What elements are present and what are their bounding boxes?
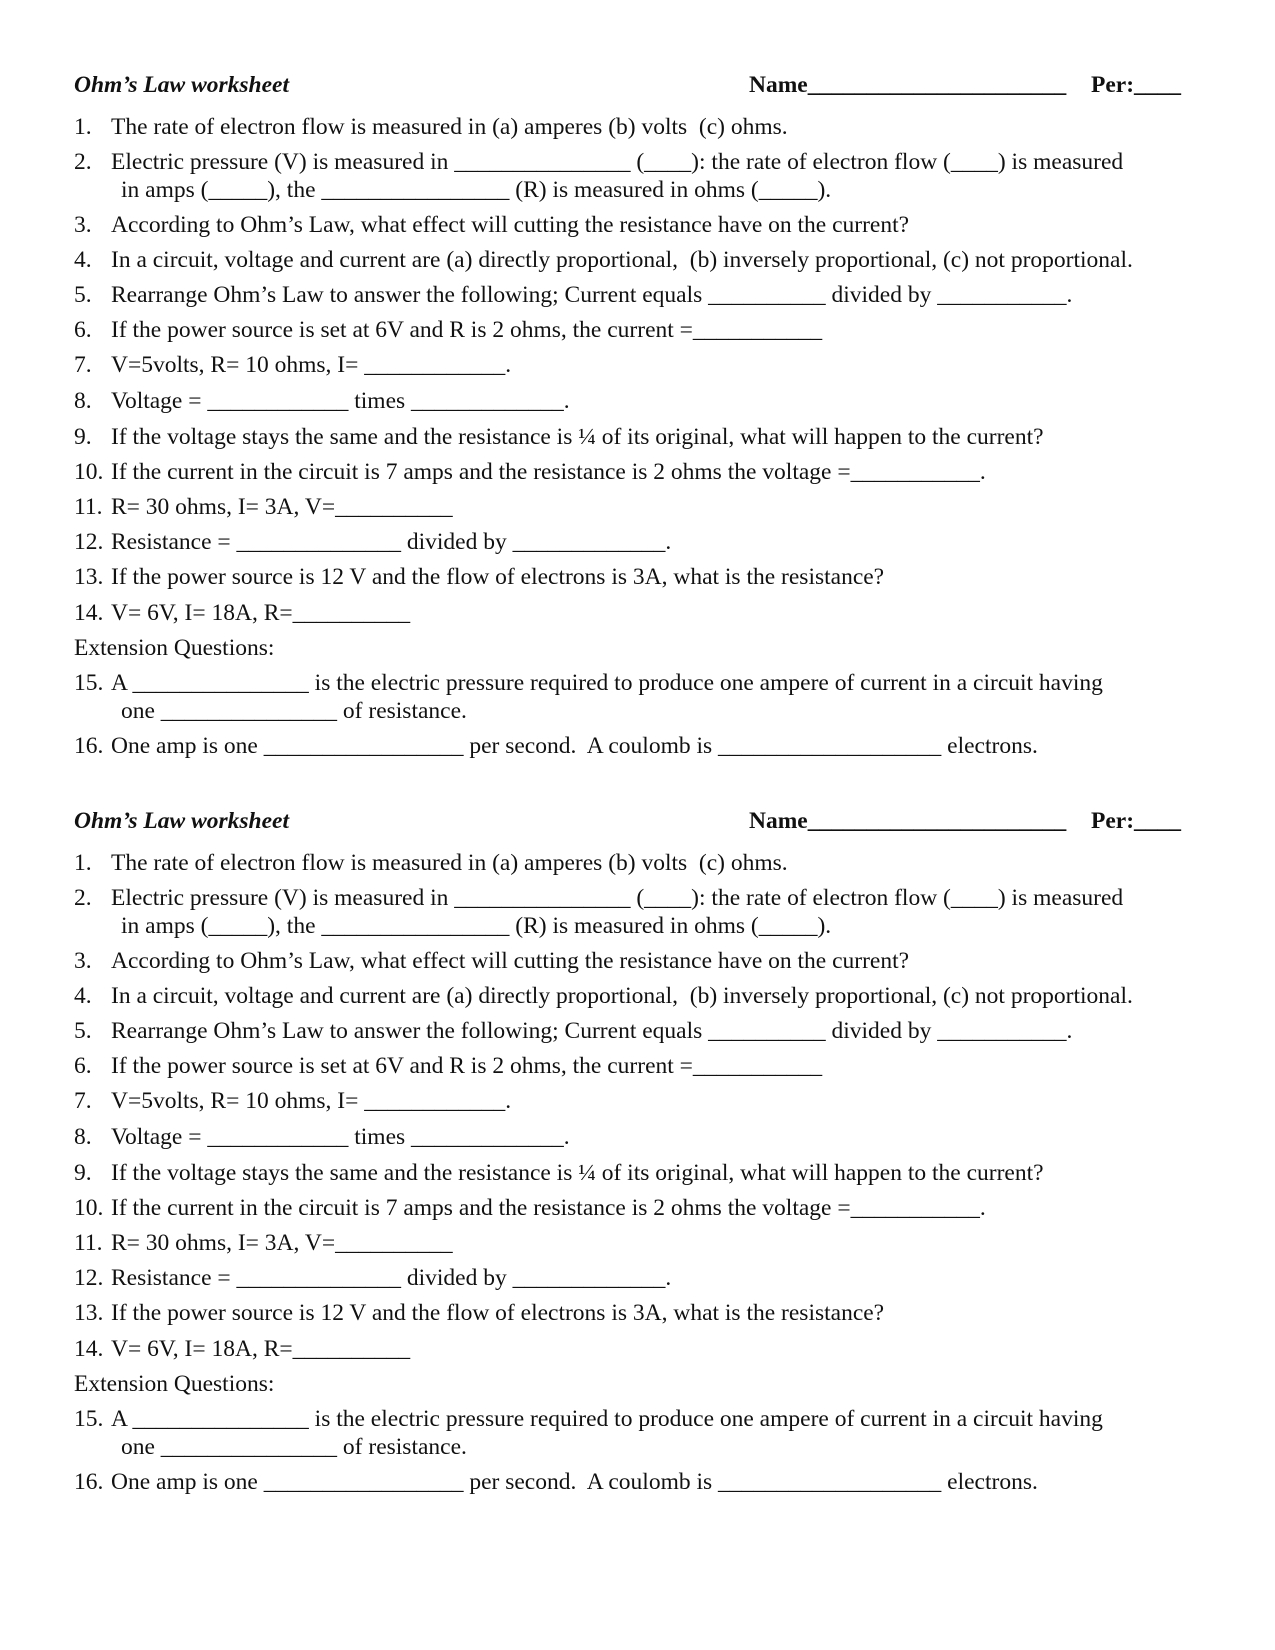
question-16: 16. One amp is one _________________ per second. A coulomb is ___________________ electrons. <box>74 733 1038 759</box>
question-16: 16. One amp is one _________________ per second. A coulomb is ___________________ electrons. <box>74 1469 1038 1495</box>
worksheet-header <box>74 72 1214 102</box>
question-11: 11. R= 30 ohms, I= 3A, V=__________ <box>74 494 453 520</box>
question-2: 2. Electric pressure (V) is measured in _______________ (____): the rate of electron flow (____) is measured <box>74 885 1124 911</box>
question-13: 13. If the power source is 12 V and the flow of electrons is 3A, what is the resistance? <box>74 564 885 590</box>
question-1: 1. The rate of electron flow is measured in (a) amperes (b) volts (c) ohms. <box>74 850 788 876</box>
name-field-label: Name______________________ <box>749 808 1067 834</box>
period-field-label: Per:____ <box>1091 808 1182 834</box>
worksheet-1 <box>74 72 1214 759</box>
question-7: 7. V=5volts, R= 10 ohms, I= ____________. <box>74 1088 512 1114</box>
worksheet-2 <box>74 808 1214 1495</box>
extension-heading: Extension Questions: <box>74 1371 275 1397</box>
question-12: 12. Resistance = ______________ divided by _____________. <box>74 1265 672 1291</box>
question-14: 14. V= 6V, I= 18A, R=__________ <box>74 1336 411 1362</box>
question-10: 10. If the current in the circuit is 7 amps and the resistance is 2 ohms the voltage =___________. <box>74 459 986 485</box>
question-13: 13. If the power source is 12 V and the flow of electrons is 3A, what is the resistance? <box>74 1300 885 1326</box>
question-4: 4. In a circuit, voltage and current are (a) directly proportional, (b) inversely proportional, (c) not proportional. <box>74 983 1133 1009</box>
question-15-continued: one _______________ of resistance. <box>121 1434 467 1460</box>
worksheet-title: Ohm’s Law worksheet <box>74 72 289 98</box>
worksheet-title: Ohm’s Law worksheet <box>74 808 289 834</box>
question-15-continued: one _______________ of resistance. <box>121 698 467 724</box>
period-field-label: Per:____ <box>1091 72 1182 98</box>
question-5: 5. Rearrange Ohm’s Law to answer the following; Current equals __________ divided by ___________. <box>74 1018 1073 1044</box>
question-14: 14. V= 6V, I= 18A, R=__________ <box>74 600 411 626</box>
question-3: 3. According to Ohm’s Law, what effect will cutting the resistance have on the current? <box>74 212 910 238</box>
question-8: 8. Voltage = ____________ times _____________. <box>74 388 570 414</box>
question-5: 5. Rearrange Ohm’s Law to answer the following; Current equals __________ divided by ___________. <box>74 282 1073 308</box>
question-4: 4. In a circuit, voltage and current are (a) directly proportional, (b) inversely proportional, (c) not proportional. <box>74 247 1133 273</box>
question-6: 6. If the power source is set at 6V and R is 2 ohms, the current =___________ <box>74 317 823 343</box>
question-6: 6. If the power source is set at 6V and R is 2 ohms, the current =___________ <box>74 1053 823 1079</box>
question-1: 1. The rate of electron flow is measured in (a) amperes (b) volts (c) ohms. <box>74 114 788 140</box>
question-15: 15. A _______________ is the electric pressure required to produce one ampere of current in a circuit having <box>74 1406 1103 1432</box>
worksheet-header <box>74 808 1214 838</box>
question-8: 8. Voltage = ____________ times _____________. <box>74 1124 570 1150</box>
question-2: 2. Electric pressure (V) is measured in _______________ (____): the rate of electron flow (____) is measured <box>74 149 1124 175</box>
extension-heading: Extension Questions: <box>74 635 275 661</box>
question-2-continued: in amps (_____), the ________________ (R) is measured in ohms (_____). <box>121 913 832 939</box>
question-15: 15. A _______________ is the electric pressure required to produce one ampere of current in a circuit having <box>74 670 1103 696</box>
question-7: 7. V=5volts, R= 10 ohms, I= ____________. <box>74 352 512 378</box>
question-2-continued: in amps (_____), the ________________ (R) is measured in ohms (_____). <box>121 177 832 203</box>
question-9: 9. If the voltage stays the same and the resistance is ¼ of its original, what will happen to the current? <box>74 1160 1044 1186</box>
name-field-label: Name______________________ <box>749 72 1067 98</box>
question-12: 12. Resistance = ______________ divided by _____________. <box>74 529 672 555</box>
question-3: 3. According to Ohm’s Law, what effect will cutting the resistance have on the current? <box>74 948 910 974</box>
question-9: 9. If the voltage stays the same and the resistance is ¼ of its original, what will happen to the current? <box>74 424 1044 450</box>
question-10: 10. If the current in the circuit is 7 amps and the resistance is 2 ohms the voltage =___________. <box>74 1195 986 1221</box>
question-11: 11. R= 30 ohms, I= 3A, V=__________ <box>74 1230 453 1256</box>
